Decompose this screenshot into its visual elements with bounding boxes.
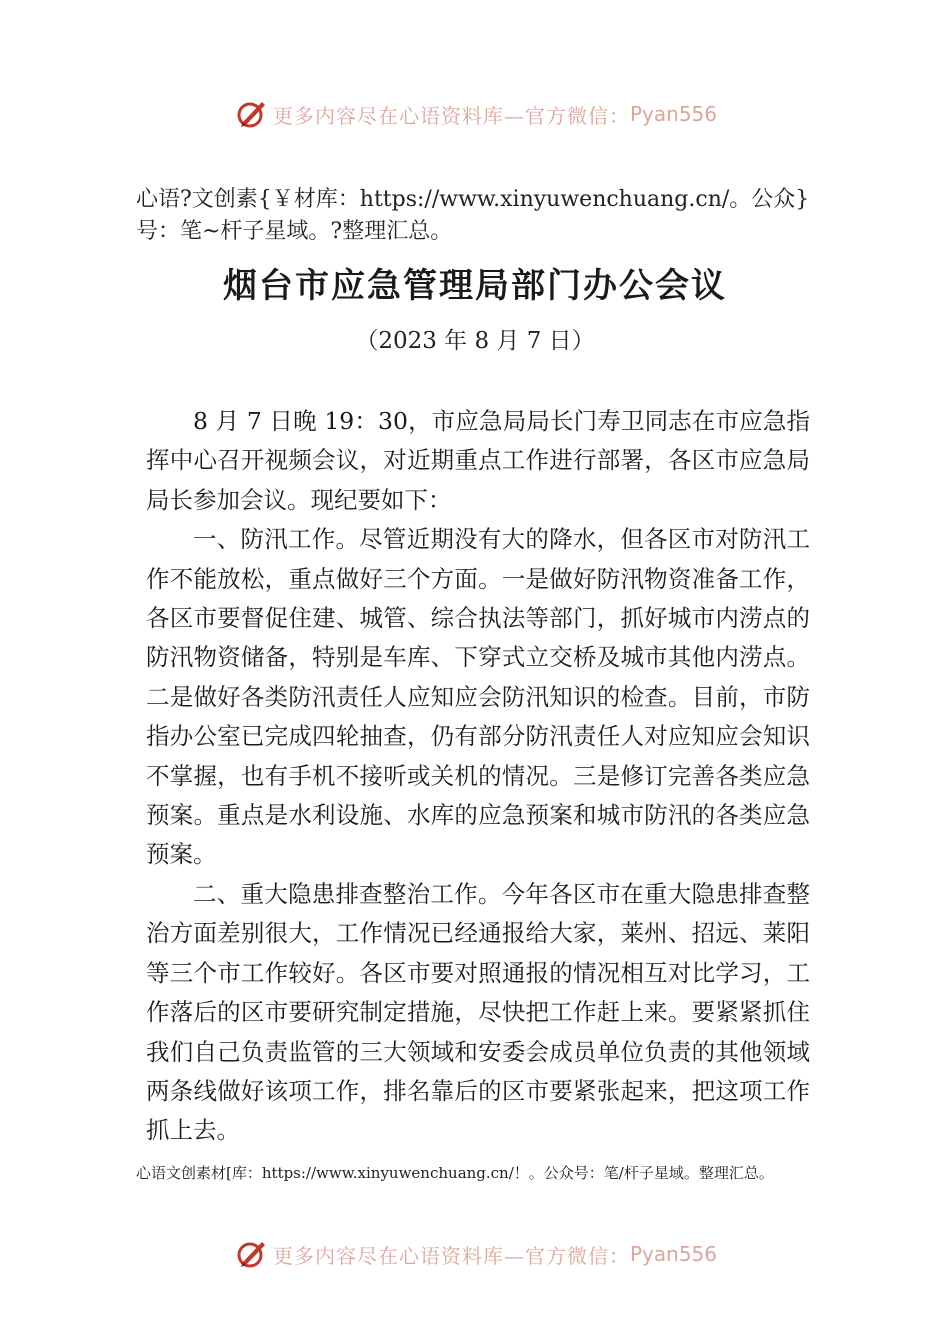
document-date: （2023 年 8 月 7 日）	[355, 328, 595, 354]
header-banner	[0, 92, 950, 136]
banner-text: 更多内容尽在心语资料库—官方微信：	[272, 103, 630, 128]
document-title: 烟台市应急管理局部门办公会议	[223, 266, 727, 306]
paragraph-flood-control: 一、防汛工作。尽管近期没有大的降水，但各区市对防汛工作不能放松，重点做好三个方面。一是做好防汛物资准备工作，各区市要督促住建、城管、综合执法等部门，抓好城市内涝点的防汛物资储备，特别是车库、下穿式立交桥及城市其他内涝点。二是做好各类防汛责任人应知应会防汛知识的检查。目前，市防指办公室已完成四轮抽查，仍有部分防汛责任人对应知应会知识不掌握，也有手机不接听或关机的情况。三是修订完善各类应急预案。重点是水利设施、水库的应急预案和城市防汛的各类应急预案。	[146, 525, 810, 869]
banner-wechat-id: Pyan556	[629, 102, 717, 126]
watermark-notice-top: 心语?文创素{￥材库：https://www.xinyuwenchuang.cn/。公众}号：笔~杆子星域。?整理汇总。	[136, 187, 810, 244]
paragraph-hazard-inspection: 二、重大隐患排查整治工作。今年各区市在重大隐患排查整治方面差别很大，工作情况已经通报给大家，莱州、招远、莱阳等三个市工作较好。各区市要对照通报的情况相互对比学习，工作落后的区市要研究制定措施，尽快把工作赶上来。要紧紧抓住我们自己负责监管的三大领域和安委会成员单位负责的其他领域两条线做好该项工作，排名靠后的区市要紧张起来，把这项工作抓上去。	[146, 879, 810, 1145]
pen-logo-icon	[233, 1236, 269, 1272]
watermark-notice-bottom: 心语文创素材[库：https://www.xinyuwenchuang.cn/！。公众号：笔/杆子星域。整理汇总。	[136, 1164, 774, 1182]
pen-logo-icon	[233, 96, 269, 132]
paragraph-intro: 8 月 7 日晚 19：30，市应急局局长门寿卫同志在市应急指挥中心召开视频会议，对近期重点工作进行部署，各区市应急局局长参加会议。现纪要如下：	[146, 407, 810, 514]
footer-banner	[0, 1232, 950, 1276]
banner-wechat-id: Pyan556	[629, 1242, 717, 1266]
banner-text: 更多内容尽在心语资料库—官方微信：	[272, 1243, 630, 1268]
document-body	[146, 402, 810, 1151]
